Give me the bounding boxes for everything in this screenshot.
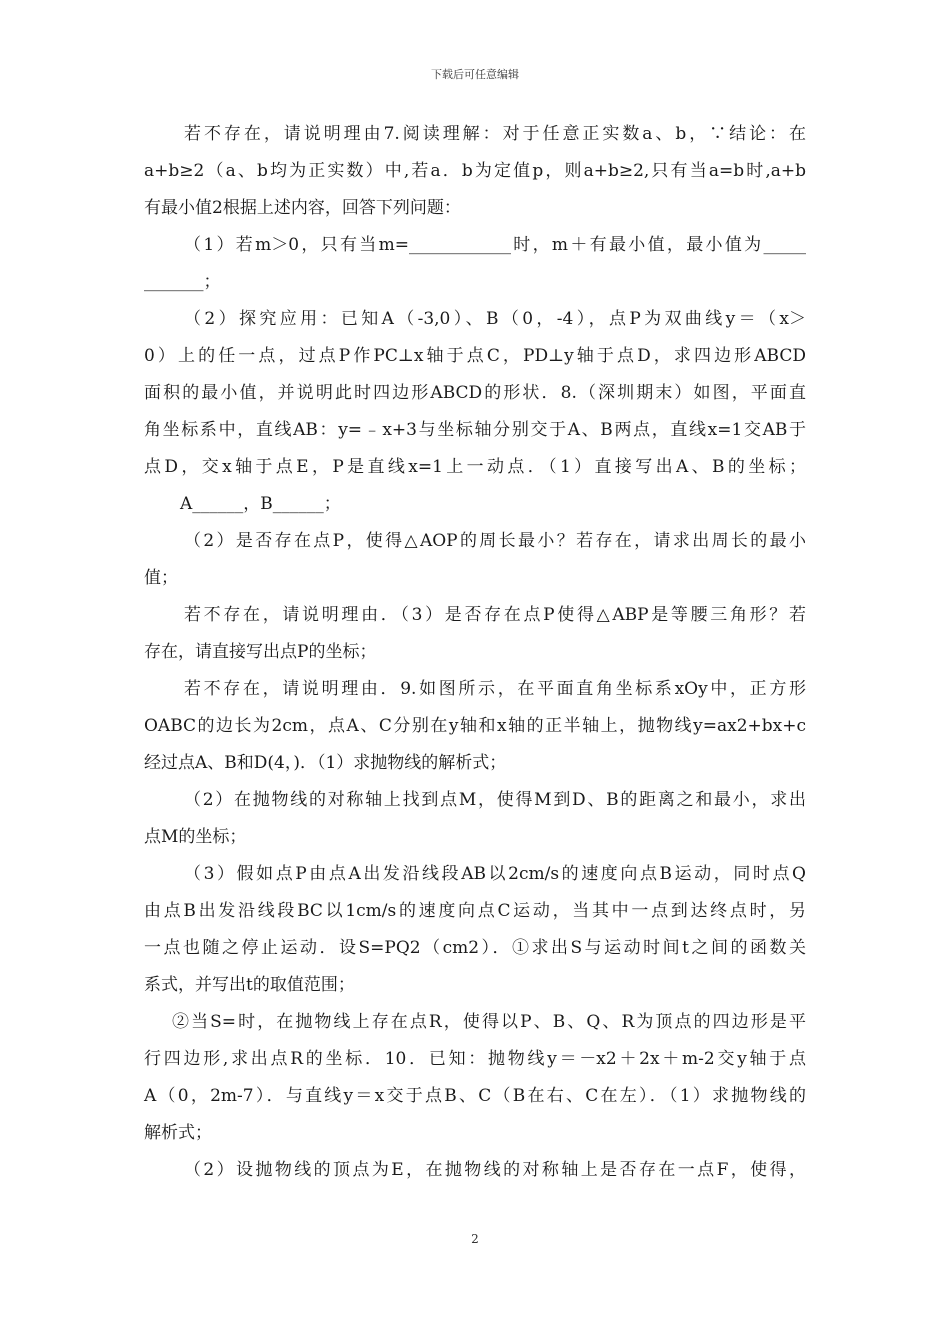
text-line: 一点也随之停止运动．设S=PQ2（cm2）．①求出S与运动时间t之间的函数关 [144, 938, 806, 958]
text-line: 由点B出发沿线段BC以1cm/s的速度向点C运动，当其中一点到达终点时，另 [144, 901, 806, 921]
text-line: （2）是否存在点P，使得△AOP的周长最小？若存在，请求出周长的最小 [184, 531, 806, 551]
text-line: 0）上的任一点，过点P作PC⊥x轴于点C，PD⊥y轴于点D，求四边形ABCD [144, 346, 806, 366]
text-line: （2）设抛物线的顶点为E，在抛物线的对称轴上是否存在一点F，使得， [184, 1160, 806, 1180]
text-line: 存在，请直接写出点P的坐标； [144, 642, 377, 662]
text-line: 系式，并写出t的取值范围； [144, 975, 355, 995]
text-line: 有最小值2根据上述内容，回答下列问题： [144, 198, 461, 218]
text-line: 行四边形,求出点R的坐标．10．已知：抛物线y＝－x2＋2x＋m-2交y轴于点 [144, 1049, 806, 1069]
document-body [144, 124, 806, 1197]
page-number: 2 [471, 1232, 479, 1246]
text-line: 角坐标系中，直线AB：y=﹣x+3与坐标轴分别交于A、B两点，直线x=1交AB于 [144, 420, 806, 440]
text-line: 若不存在，请说明理由．（3）是否存在点P使得△ABP是等腰三角形？若 [184, 605, 806, 625]
text-line: 若不存在，请说明理由7.阅读理解：对于任意正实数a、b，∵结论：在 [184, 124, 806, 144]
text-line: a+b≥2（a、b均为正实数）中,若a．b为定值p，则a+b≥2,只有当a=b时,a+b [144, 161, 806, 181]
text-line: ②当S=时，在抛物线上存在点R，使得以P、B、Q、R为顶点的四边形是平 [172, 1012, 806, 1032]
text-line: 值； [144, 568, 178, 588]
text-line: （3）假如点P由点A出发沿线段AB以2cm/s的速度向点B运动，同时点Q [184, 864, 806, 884]
text-line: _______； [144, 272, 221, 292]
text-line: A______，B______； [180, 494, 341, 514]
text-line: 经过点A、B和D(4，)．（1）求抛物线的解析式； [144, 753, 507, 773]
text-line: 若不存在，请说明理由．9.如图所示，在平面直角坐标系xOy中，正方形 [184, 679, 806, 699]
text-line: （2）探究应用：已知A（-3,0）、B（0，-4），点P为双曲线y＝（x＞ [184, 309, 806, 329]
text-line: OABC的边长为2cm，点A、C分别在y轴和x轴的正半轴上，抛物线y=ax2+bx+c [144, 716, 806, 736]
text-line: 解析式； [144, 1123, 212, 1143]
text-line: 点M的坐标； [144, 827, 247, 847]
page-header: 下载后可任意编辑 [431, 68, 519, 81]
text-line: 点D，交x轴于点E，P是直线x=1上一动点．（1）直接写出A、B的坐标； [144, 457, 806, 477]
text-line: 面积的最小值，并说明此时四边形ABCD的形状．8.（深圳期末）如图，平面直 [144, 383, 806, 403]
text-line: A（0，2m-7）．与直线y＝x交于点B、C（B在右、C在左）．（1）求抛物线的 [144, 1086, 806, 1106]
text-line: （2）在抛物线的对称轴上找到点M，使得M到D、B的距离之和最小，求出 [184, 790, 806, 810]
text-line: （1）若m＞0，只有当m=____________时，m＋有最小值，最小值为_____ [184, 235, 806, 255]
